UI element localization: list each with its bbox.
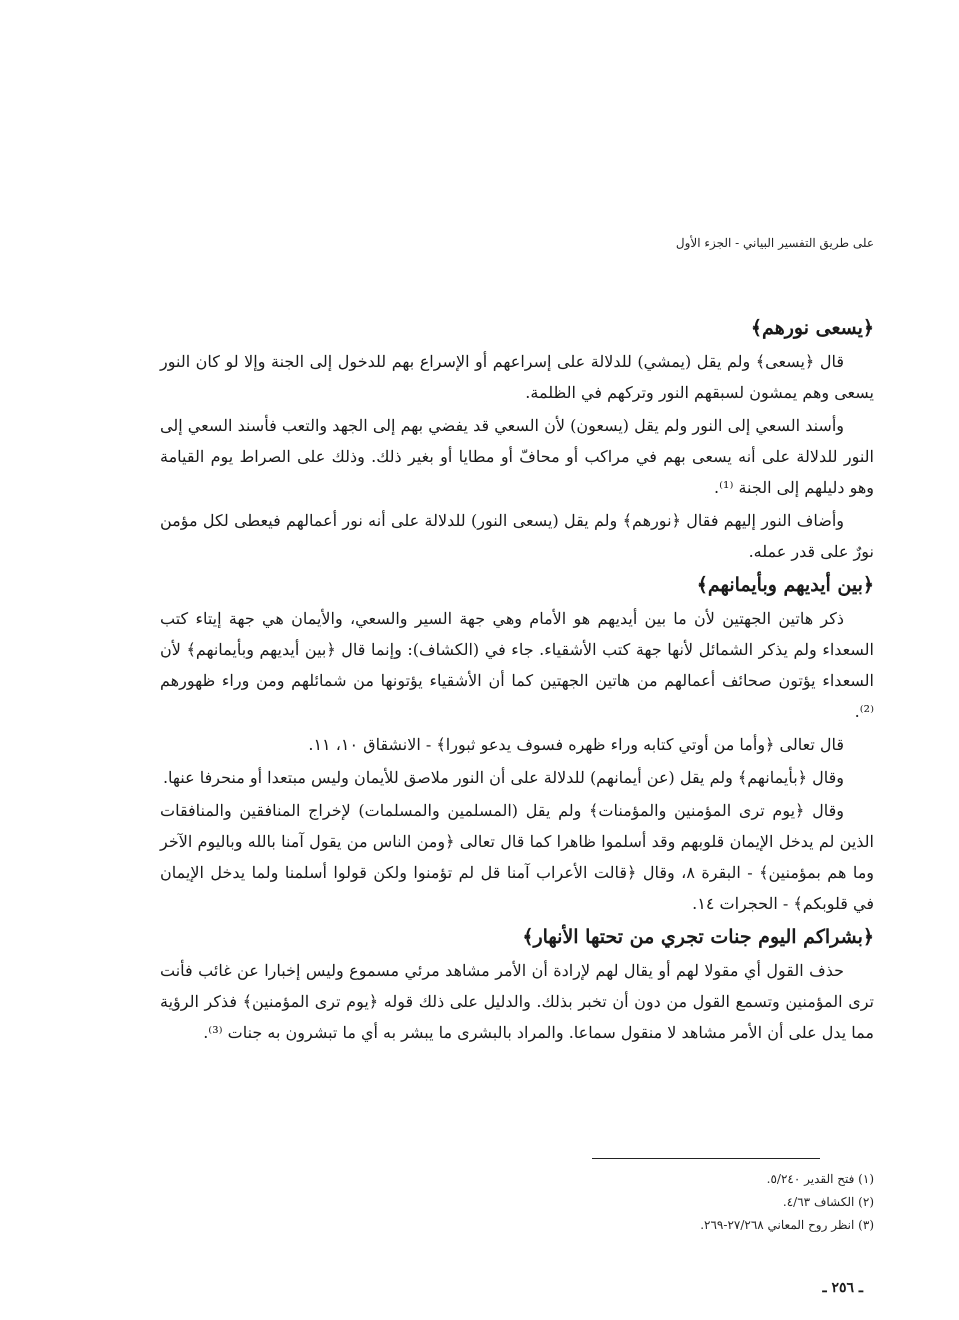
paragraph: وقال ﴿بأيمانهم﴾ ولم يقل (عن أيمانهم) للدلالة على أن النور ملاصق للأيمان وليس مبتعدا أو منحرفا عنها. (162, 768, 844, 787)
running-header: على طريق التفسير البياني - الجزء الأول (675, 236, 874, 250)
paragraph: حذف القول أي مقولا لهم أو يقال لهم لإرادة أن الأمر مشاهد مرئي مسموع وليس إخبارا عن غائب فأنت ترى المؤمنين وتسمع القول من دون أن تخبر بذلك. والدليل على ذلك قوله ﴿يوم ترى المؤمنين﴾ فذكر الرؤية مما يدل على أن الأمر مشاهد لا منقول سماعا. والمراد بالبشرى ما يبشر به أي ما تبشرون به جنات ⁽³⁾. (160, 961, 874, 1042)
footnote-2: (٢) الكشاف ٤/٦٣. (782, 1195, 874, 1209)
section-heading-bushrakum: ﴿بشراكم اليوم جنات تجري من تحتها الأنهار﴾ (522, 926, 874, 948)
section-heading-yasaa-nurihim: ﴿يسعى نورهم﴾ (750, 317, 874, 339)
paragraph: ذكر هاتين الجهتين لأن ما بين أيديهم هو الأمام وهي جهة السير والسعي، والأيمان هي جهة إيتاء كتب السعداء ولم يذكر الشمائل لأنها جهة كتب الأشقياء. جاء في (الكشاف): وإنما قال ﴿بين أيديهم وبأيمانهم﴾ لأن السعداء يؤتون صحائف أعمالهم من هاتين الجهتين كما أن الأشقياء يؤتونها من شمائلهم ومن وراء ظهورهم ⁽²⁾. (160, 609, 875, 721)
footnotes (574, 1168, 874, 1237)
main-content (160, 312, 874, 1050)
page-number: ـ ٢٥٦ ـ (822, 1280, 863, 1296)
section-heading-bayna-aydihim: ﴿بين أيديهم وبأيمانهم﴾ (696, 574, 874, 596)
footnote-divider (592, 1158, 820, 1159)
footnote-3: (٣) انظر روح المعاني ٢٧/٢٦٨-٢٦٩. (700, 1218, 874, 1232)
paragraph: قال تعالى ﴿وأما من أوتي كتابه وراء ظهره فسوف يدعو ثبورا﴾ - الانشقاق ١٠، ١١. (308, 735, 844, 754)
paragraph: قال ﴿يسعى﴾ ولم يقل (يمشي) للدلالة على إسراعهم أو الإسراع بهم للدخول إلى الجنة وإلا لو كان النور يسعى وهم يمشون لسبقهم النور وتركهم في الظلمة. (160, 352, 874, 402)
paragraph: وأسند السعي إلى النور ولم يقل (يسعون) لأن السعي قد يفضي بهم إلى الجهد والتعب فأسند السعي إلى النور للدلالة على أنه يسعى بهم في مراكب أو محافّ أو مطايا أو بغير ذلك. وذلك على الصراط يوم القيامة وهو دليلهم إلى الجنة ⁽¹⁾. (160, 416, 874, 497)
footnote-1: (١) فتح القدير ٥/٢٤٠. (766, 1172, 874, 1186)
paragraph: وأضاف النور إليهم فقال ﴿نورهم﴾ ولم يقل (يسعى النور) للدلالة على أنه نور أعمالهم فيعطى لكل مؤمن نورٌ على قدر عمله. (160, 511, 874, 561)
paragraph: وقال ﴿يوم ترى المؤمنين والمؤمنات﴾ ولم يقل (المسلمين والمسلمات) لإخراج المنافقين والمنافقات الذين لم يدخل الإيمان قلوبهم وقد أسلموا ظاهرا كما قال تعالى ﴿ومن الناس من يقول آمنا بالله وباليوم الآخر وما هم بمؤمنين﴾ - البقرة ٨، وقال ﴿قالت الأعراب آمنا قل لم تؤمنوا ولكن قولوا أسلمنا ولما يدخل الإيمان في قلوبكم﴾ - الحجرات ١٤. (160, 801, 874, 913)
